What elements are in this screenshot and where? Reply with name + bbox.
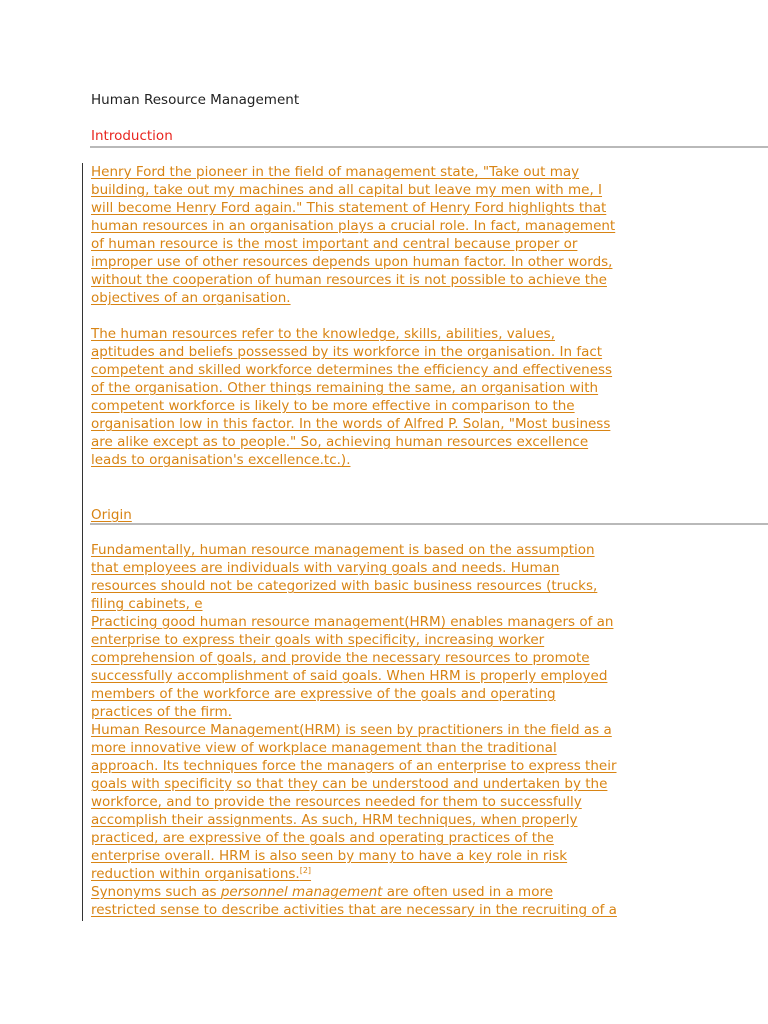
paragraph-line[interactable]: accomplish their assignments. As such, HRM techniques, when properly: [91, 812, 578, 828]
paragraph-line[interactable]: resources should not be categorized with basic business resources (trucks,: [91, 578, 598, 594]
paragraph-line[interactable]: Practicing good human resource management(HRM) enables managers of an: [91, 614, 614, 630]
paragraph-line[interactable]: without the cooperation of human resources it is not possible to achieve the: [91, 272, 607, 288]
synonyms-text-before: Synonyms such as: [91, 884, 221, 900]
paragraph-line[interactable]: enterprise to express their goals with specificity, increasing worker: [91, 632, 545, 648]
intro-paragraph-2: [91, 325, 612, 469]
paragraph-line[interactable]: building, take out my machines and all capital but leave my men with me, I: [91, 182, 603, 198]
paragraph-line[interactable]: human resources in an organisation plays a crucial role. In fact, management: [91, 218, 616, 234]
paragraph-line[interactable]: Human Resource Management(HRM) is seen by practitioners in the field as a: [91, 722, 612, 738]
paragraph-line[interactable]: members of the workforce are expressive of the goals and operating: [91, 686, 556, 702]
paragraph-line[interactable]: more innovative view of workplace management than the traditional: [91, 740, 557, 756]
origin-paragraph: [91, 541, 617, 919]
paragraph-line[interactable]: successfully accomplishment of said goals. When HRM is properly employed: [91, 668, 608, 684]
revision-change-bar: [82, 163, 83, 921]
paragraph-line-text: reduction within organisations.: [91, 866, 300, 882]
paragraph-line[interactable]: filing cabinets, e: [91, 596, 203, 612]
emphasized-term: personnel management: [220, 884, 383, 900]
synonyms-text-after: are often used in a more: [382, 884, 554, 900]
section-divider-origin: [90, 523, 768, 525]
paragraph-line-with-citation[interactable]: [91, 865, 617, 883]
paragraph-line[interactable]: organisation low in this factor. In the words of Alfred P. Solan, "Most business: [91, 416, 611, 432]
paragraph-line[interactable]: workforce, and to provide the resources needed for them to successfully: [91, 794, 582, 810]
paragraph-line[interactable]: of the organisation. Other things remaining the same, an organisation with: [91, 380, 599, 396]
paragraph-line[interactable]: improper use of other resources depends upon human factor. In other words,: [91, 254, 613, 270]
paragraph-line[interactable]: goals with specificity so that they can be understood and undertaken by the: [91, 776, 608, 792]
paragraph-line[interactable]: approach. Its techniques force the managers of an enterprise to express their: [91, 758, 617, 774]
paragraph-line[interactable]: of human resource is the most important and central because proper or: [91, 236, 578, 252]
paragraph-line[interactable]: Fundamentally, human resource management is based on the assumption: [91, 542, 595, 558]
citation-reference[interactable]: [2]: [299, 866, 312, 875]
paragraph-line[interactable]: competent workforce is likely to be more effective in comparison to the: [91, 398, 575, 414]
section-heading-introduction: Introduction: [91, 128, 173, 144]
paragraph-line[interactable]: competent and skilled workforce determines the efficiency and effectiveness: [91, 362, 613, 378]
paragraph-line[interactable]: enterprise overall. HRM is also seen by many to have a key role in risk: [91, 848, 568, 864]
paragraph-line[interactable]: leads to organisation's excellence.tc.).: [91, 452, 351, 468]
paragraph-line[interactable]: that employees are individuals with varying goals and needs. Human: [91, 560, 560, 576]
document-title: Human Resource Management: [91, 92, 300, 108]
paragraph-line[interactable]: aptitudes and beliefs possessed by its workforce in the organisation. In fact: [91, 344, 603, 360]
section-heading-origin[interactable]: Origin: [91, 507, 132, 523]
paragraph-line[interactable]: objectives of an organisation.: [91, 290, 291, 306]
paragraph-line[interactable]: Henry Ford the pioneer in the field of management state, "Take out may: [91, 164, 580, 180]
paragraph-line[interactable]: The human resources refer to the knowledge, skills, abilities, values,: [91, 326, 555, 342]
paragraph-line[interactable]: are alike except as to people." So, achieving human resources excellence: [91, 434, 589, 450]
paragraph-line-with-emphasis[interactable]: [91, 883, 617, 901]
paragraph-line[interactable]: restricted sense to describe activities that are necessary in the recruiting of a: [91, 902, 617, 918]
section-divider-introduction: [90, 146, 768, 148]
paragraph-line[interactable]: practiced, are expressive of the goals and operating practices of the: [91, 830, 554, 846]
paragraph-line[interactable]: comprehension of goals, and provide the necessary resources to promote: [91, 650, 590, 666]
paragraph-line[interactable]: will become Henry Ford again." This statement of Henry Ford highlights that: [91, 200, 607, 216]
intro-paragraph-1: [91, 163, 615, 307]
paragraph-line[interactable]: practices of the firm.: [91, 704, 232, 720]
